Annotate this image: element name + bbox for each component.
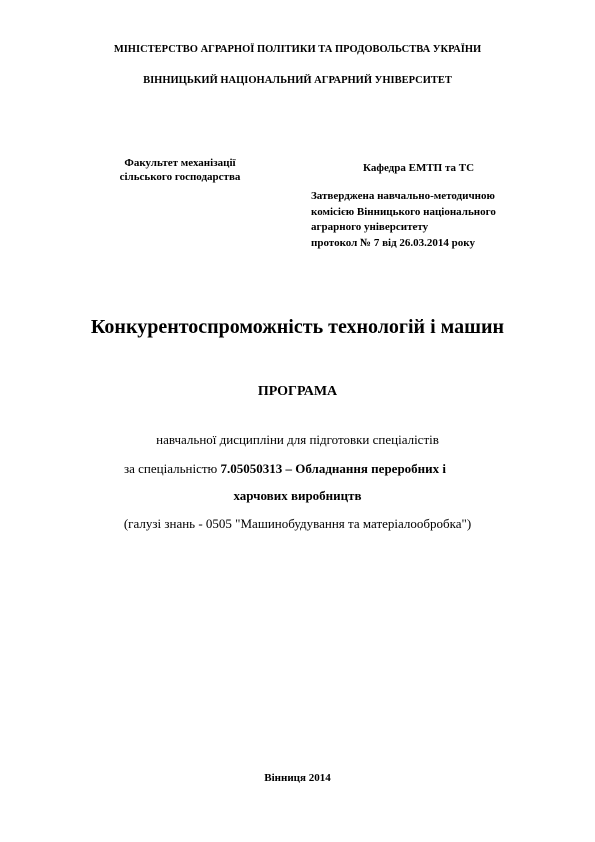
approval-block <box>311 189 581 251</box>
ministry-header: МІНІСТЕРСТВО АГРАРНОЇ ПОЛІТИКИ ТА ПРОДОВОЛЬСТВА УКРАЇНИ <box>113 44 482 55</box>
department-label: Кафедра ЕМТП та ТС <box>363 162 475 174</box>
university-header: ВІННИЦЬКИЙ НАЦІОНАЛЬНИЙ АГРАРНИЙ УНІВЕРСИТЕТ <box>143 75 452 86</box>
faculty-line-2: сільського господарства <box>119 171 241 183</box>
approval-line-2: комісією Вінницького національного <box>311 205 496 218</box>
document-title: Конкурентоспроможність технологій і машин <box>90 316 505 338</box>
approval-line-4: протокол № 7 від 26.03.2014 року <box>311 236 475 249</box>
document-type: ПРОГРАМА <box>257 384 338 399</box>
faculty-line-1: Факультет механізації <box>124 157 236 169</box>
specialty-line <box>124 461 446 477</box>
approval-line-3: аграрного університету <box>311 221 429 233</box>
approval-line-1: Затверджена навчально-методичною <box>311 190 495 202</box>
place-year: Вінниця 2014 <box>264 772 331 784</box>
specialty-code-name: 7.05050313 – Обладнання переробних і <box>220 461 447 476</box>
field-of-knowledge: (галузі знань - 0505 "Машинобудування та матеріалообробка") <box>123 516 472 531</box>
specialty-prefix: за спеціальністю <box>124 461 221 476</box>
specialty-name-continuation: харчових виробництв <box>233 488 362 503</box>
discipline-purpose: навчальної дисципліни для підготовки спеціалістів <box>156 432 439 447</box>
faculty-block <box>90 156 270 184</box>
